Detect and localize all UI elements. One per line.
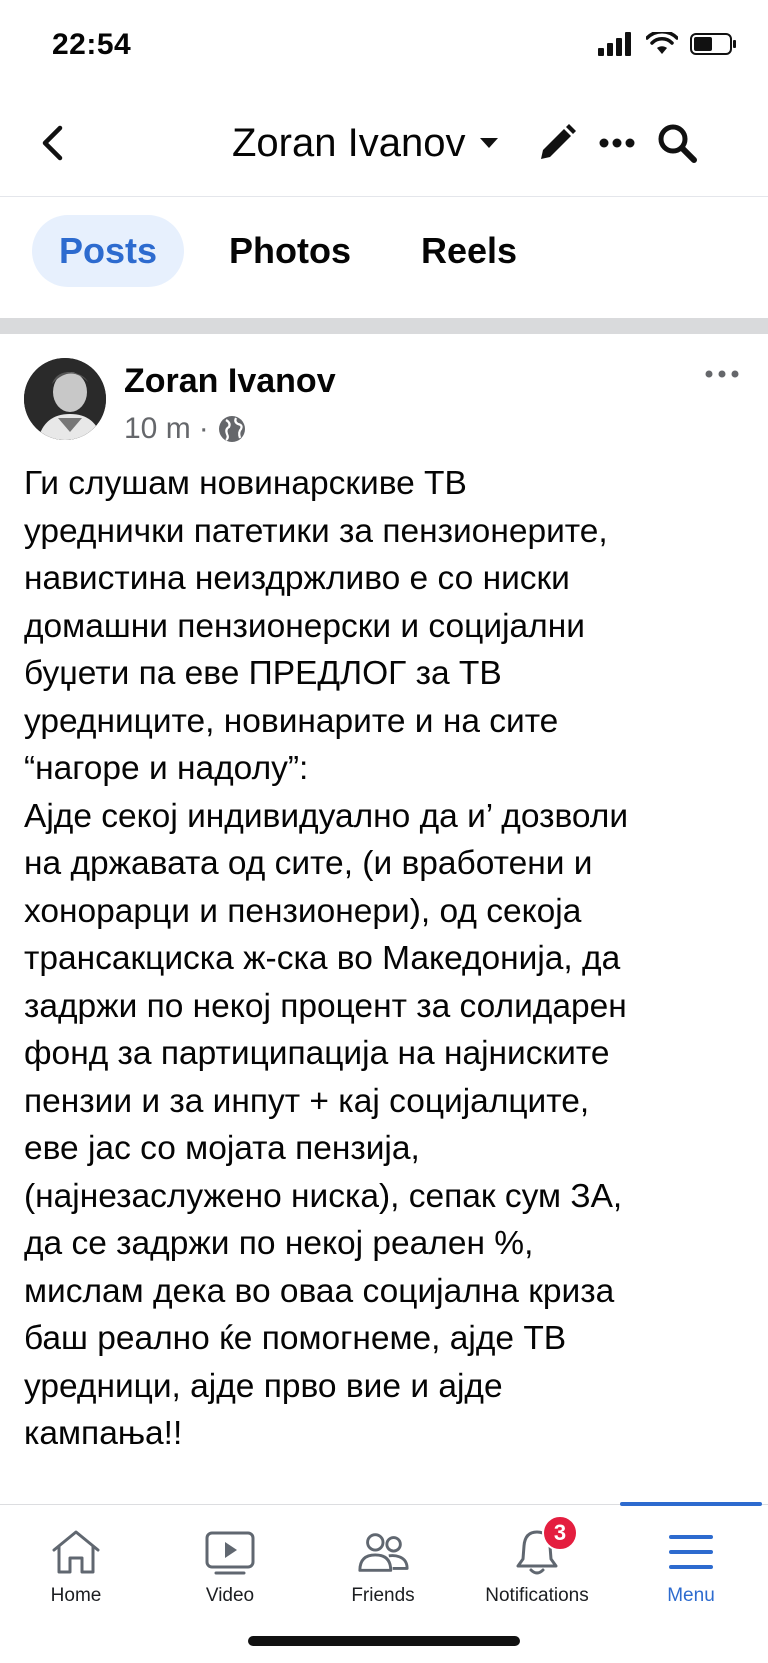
nav-friends-label: Friends (351, 1585, 415, 1606)
signal-icon (598, 32, 634, 56)
nav-video-label: Video (205, 1585, 255, 1606)
chevron-left-icon (40, 125, 66, 161)
ellipsis-icon (705, 370, 739, 378)
post-meta (124, 412, 247, 446)
nav-video[interactable] (155, 1505, 305, 1615)
globe-icon[interactable] (217, 414, 247, 444)
pencil-icon (537, 123, 577, 163)
video-icon (203, 1527, 257, 1577)
home-icon (49, 1527, 103, 1577)
nav-home[interactable] (1, 1505, 151, 1615)
search-icon (656, 122, 698, 164)
nav-notifications-label: Notifications (485, 1585, 589, 1606)
notification-badge: 3 (542, 1515, 578, 1551)
battery-icon (690, 32, 738, 56)
more-options-button[interactable] (592, 118, 642, 168)
tab-photos[interactable]: Photos (229, 230, 351, 271)
profile-photo-icon (24, 358, 106, 440)
tab-posts[interactable]: Posts (32, 215, 184, 287)
post-text: Ги слушам новинарскиве ТВ уреднички патетики за пензионерите, навистина неиздржливо е со ниски домашни пензионерски и социјални буџети па еве ПРЕДЛОГ за ТВ уредниците, новинарите и на сите “нагоре и надолу”: Ајде секој индивидуално да и’ дозволи на државата од сите, (и вработени и хонорарци и пензионери), од секоја трансакциска ж-ска во Македонија, да задржи по некој процент за солидарен фонд за партиципација на најниските пензии и за инпут + кај социјалците, еве јас со мојата пензија, (најнезаслужено ниска), сепак сум ЗА, да се задржи по некој реален %, мислам дека во оваа социјална криза баш реално ќе помогнеме, ајде ТВ уредници, ајде прво вие и ајде кампања!! (24, 465, 629, 1452)
search-button[interactable] (652, 118, 702, 168)
status-time: 22:54 (52, 28, 132, 61)
post-author-name[interactable]: Zoran Ivanov (124, 362, 336, 400)
post-options-button[interactable] (702, 362, 742, 386)
home-indicator (248, 1636, 520, 1646)
edit-button[interactable] (532, 118, 582, 168)
header-title: Zoran Ivanov (232, 120, 466, 165)
nav-menu[interactable] (616, 1505, 766, 1615)
menu-icon (664, 1527, 718, 1577)
caret-down-icon (479, 136, 499, 150)
nav-home-label: Home (50, 1585, 102, 1606)
ellipsis-icon (599, 138, 635, 148)
avatar[interactable] (24, 358, 106, 440)
status-icons (598, 32, 738, 56)
bell-icon (510, 1520, 567, 1577)
nav-menu-label: Menu (667, 1585, 715, 1606)
tab-reels[interactable]: Reels (420, 230, 518, 271)
nav-notifications[interactable] (462, 1505, 612, 1615)
nav-friends[interactable] (308, 1505, 458, 1615)
section-divider (0, 318, 768, 334)
friends-icon (356, 1527, 410, 1577)
meta-separator: · (198, 412, 209, 445)
profile-tabs (0, 196, 768, 318)
back-button[interactable] (28, 118, 78, 168)
wifi-icon (646, 32, 678, 56)
status-bar (0, 0, 768, 96)
profile-name-dropdown[interactable] (232, 118, 499, 168)
post-time: 10 m (124, 412, 191, 445)
profile-header (0, 96, 768, 196)
